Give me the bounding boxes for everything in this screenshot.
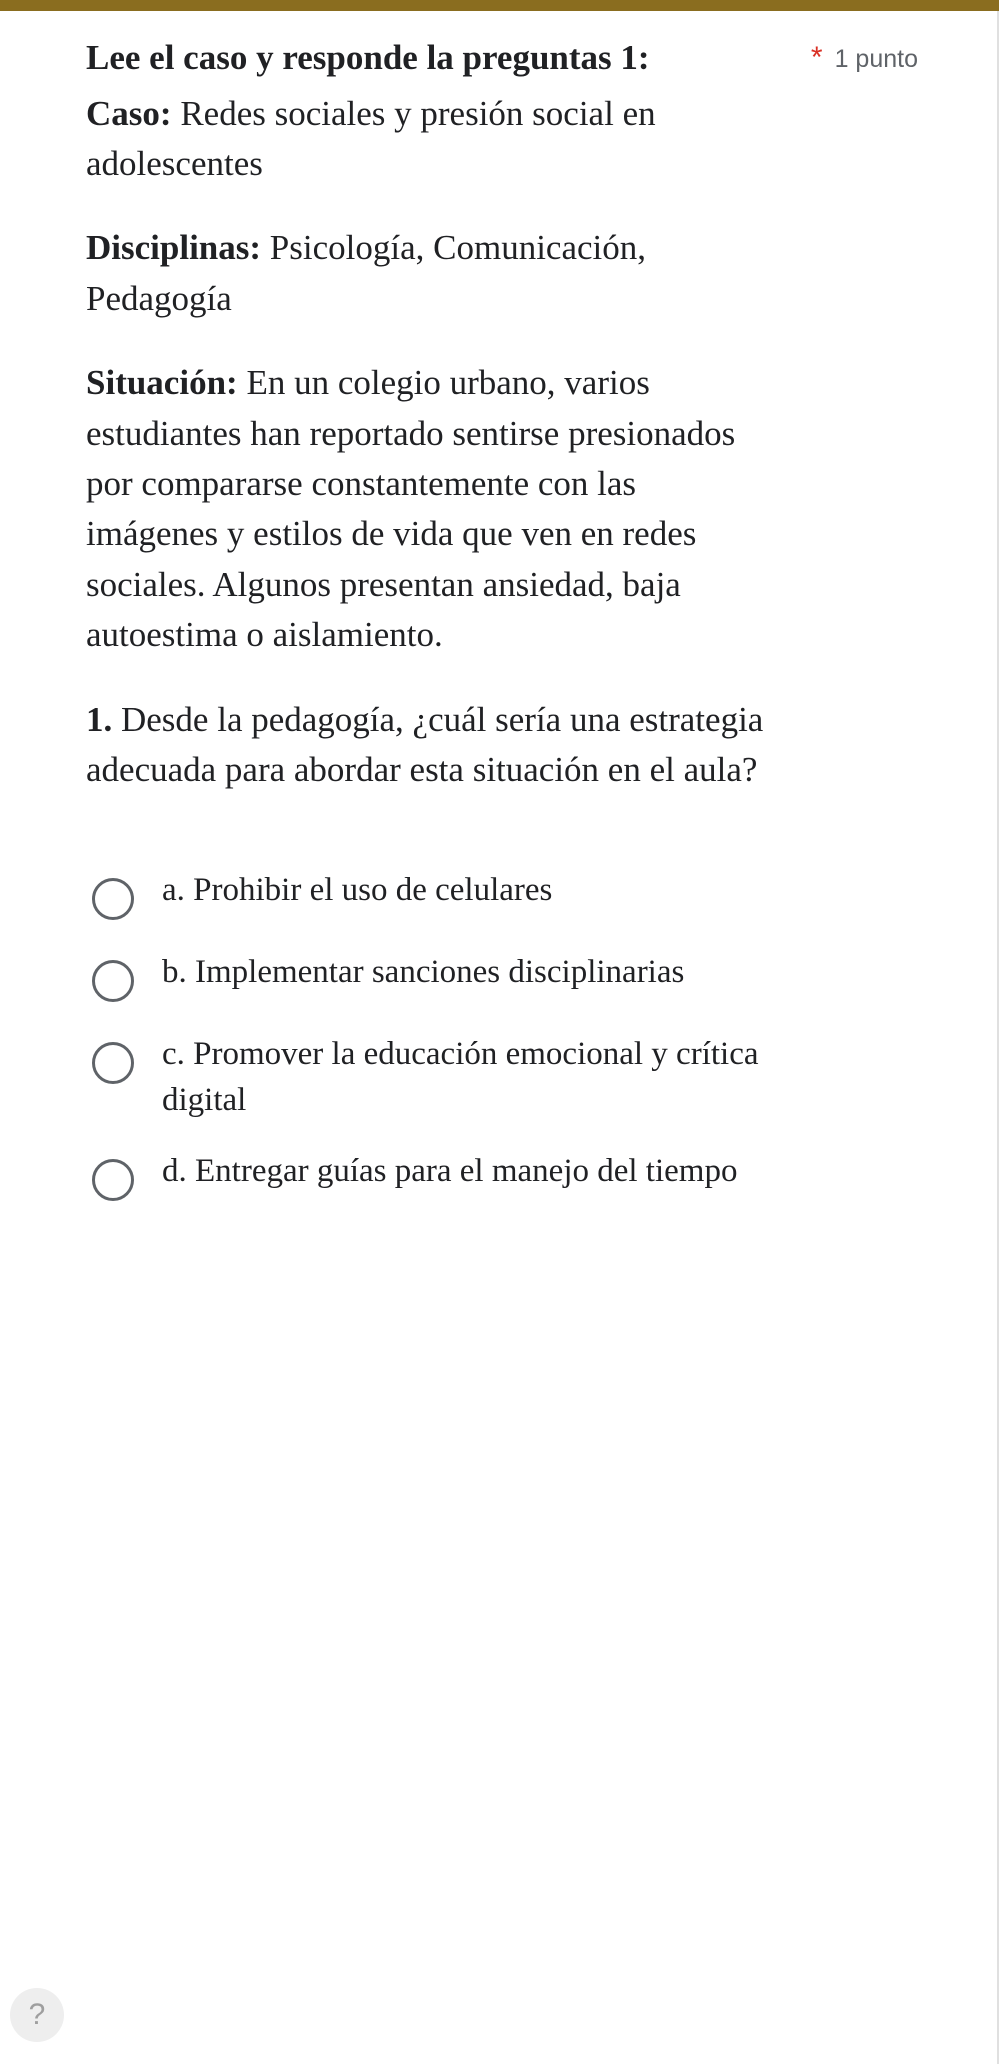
- option-label: a. Prohibir el uso de celulares: [162, 872, 553, 909]
- paragraph-disciplinas: [86, 223, 766, 324]
- paragraph-caso: [86, 89, 766, 190]
- page-title: Lee el caso y responde la preguntas 1:: [86, 38, 650, 77]
- paragraph-lead: Caso:: [86, 93, 172, 133]
- question-content: [86, 33, 918, 1218]
- options-list: [86, 855, 918, 1218]
- required-asterisk-icon: *: [810, 41, 823, 74]
- help-icon[interactable]: ?: [10, 1988, 64, 2042]
- paragraph-lead: Disciplinas:: [86, 228, 262, 268]
- radio-button-icon[interactable]: [92, 1159, 134, 1201]
- option-c[interactable]: [86, 1019, 918, 1136]
- points-label: 1 punto: [834, 45, 918, 73]
- option-a[interactable]: [86, 855, 918, 937]
- case-description: [86, 89, 766, 796]
- question-card: [0, 11, 999, 2064]
- option-d[interactable]: [86, 1136, 918, 1218]
- radio-button-icon[interactable]: [92, 1042, 134, 1084]
- option-label: b. Implementar sanciones disciplinarias: [162, 954, 685, 991]
- paragraph-lead: Situación:: [86, 363, 238, 403]
- option-label: d. Entregar guías para el manejo del tiempo: [162, 1153, 738, 1190]
- paragraph-situacion: [86, 358, 766, 660]
- paragraph-text: Psicología, Comunicación, Pedagogía: [86, 228, 646, 318]
- form-accent-bar: [0, 0, 999, 11]
- paragraph-question: [86, 695, 766, 796]
- paragraph-lead: 1.: [86, 699, 113, 739]
- points-indicator: [811, 33, 918, 74]
- radio-button-icon[interactable]: [92, 960, 134, 1002]
- option-label: c. Promover la educación emocional y crítica digital: [162, 1036, 759, 1118]
- paragraph-text: En un colegio urbano, varios estudiantes han reportado sentirse presionados por compararse constantemente con las imágenes y estilos de vida que ven en redes sociales. Algunos presentan ansiedad, baja autoestima o aislamiento.: [86, 363, 736, 655]
- option-b[interactable]: [86, 937, 918, 1019]
- radio-button-icon[interactable]: [92, 878, 134, 920]
- question-header: [86, 33, 918, 83]
- paragraph-text: Desde la pedagogía, ¿cuál sería una estrategia adecuada para abordar esta situación en el aula?: [86, 699, 764, 789]
- paragraph-text: Redes sociales y presión social en adolescentes: [86, 93, 656, 184]
